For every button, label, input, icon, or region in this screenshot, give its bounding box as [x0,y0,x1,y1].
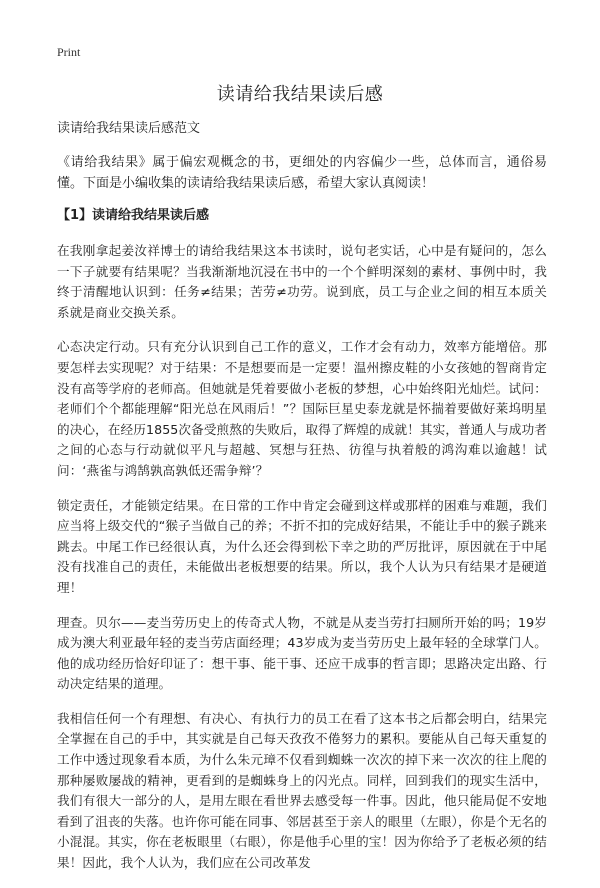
article-paragraph: 理查。贝尔——麦当劳历史上的传奇式人物，不就是从麦当劳打扫厕所开始的吗；19岁成为澳大利亚最年轻的麦当劳店面经理；43岁成为麦当劳历史上最年轻的全球掌门人。他的成功经历恰好印证了：想干事、能干事、还应干成事的哲言即；思路决定出路、行动决定结果的道理。 [57,614,547,692]
print-link[interactable]: Print [57,45,81,59]
article-paragraph: 锁定责任，才能锁定结果。在日常的工作中肯定会碰到这样或那样的困难与难题，我们应当将上级交代的“猴子当做自己的养；不折不扣的完成好结果，不能让手中的猴子跳来跳去。中尾工作已经很认真，为什么还会得到松下幸之助的严厉批评，原因就在于中尾没有找准自己的责任，未能做出老板想要的结果。所以，我个人认为只有结果才是硬道理！ [57,497,547,595]
article-subtitle: 读请给我结果读后感范文 [57,121,201,136]
page-title: 读请给我结果读后感 [216,84,384,105]
article-paragraph: 在我刚拿起姜汝祥博士的请给我结果这本书读时，说句老实话，心中是有疑问的，怎么一下子就要有结果呢？当我渐渐地沉浸在书中的一个个鲜明深刻的素材、事例中时，我终于清醒地认识到：任务≠结果；苦劳≠功劳。说到底，员工与企业之间的相互本质关系就是商业交换关系。 [57,243,547,320]
section-heading: 【1】读请给我结果读后感 [57,208,210,223]
article-paragraph: 心态决定行动。只有充分认识到自己工作的意义，工作才会有动力，效率方能增倍。那要怎样去实现呢？对于结果：不是想要而是一定要！温州擦皮鞋的小女孩她的智商肯定没有高等学府的老师高。但她就是凭着要做小老板的梦想，心中始终阳光灿烂。试问：老师们个个都能理解“阳光总在风雨后！”？国际巨星史泰龙就是怀揣着要做好莱坞明星的决心，在经历1855次备受煎熬的失败后，取得了辉煌的成就！其实，普通人与成功者之间的心态与行动就似平凡与超越、冥想与狂热、彷徨与执着般的鸿沟难以逾越！试问：‘燕雀与鸿鹄孰高孰低还需争辩’？ [57,339,547,478]
article-body [57,119,547,888]
article-intro: 《请给我结果》属于偏宏观概念的书，更细处的内容偏少一些，总体而言，通俗易懂。下面是小编收集的读请给我结果读后感，希望大家认真阅读！ [57,155,547,191]
article-paragraph: 我相信任何一个有理想、有决心、有执行力的员工在看了这本书之后都会明白，结果完全掌握在自己的手中，其实就是自己每天孜孜不倦努力的累积。要能从自己每天重复的工作中透过现象看本质，为什么朱元璋不仅看到蜘蛛一次次的掉下来一次次的往上爬的那种屡败屡战的精神，更看到的是蜘蛛身上的闪光点。同样，回到我们的现实生活中，我们有很大一部分的人，是用左眼在看世界去感受每一件事。因此，他只能局促不安地看到了沮丧的失落。也许你可能在同事、邻居甚至于亲人的眼里（左眼），你是个无名的小混混。其实，你在老板眼里（右眼），你是他手心里的宝！因为你给予了老板必须的结果！因此，我个人认为，我们应在公司改革发 [57,710,547,871]
